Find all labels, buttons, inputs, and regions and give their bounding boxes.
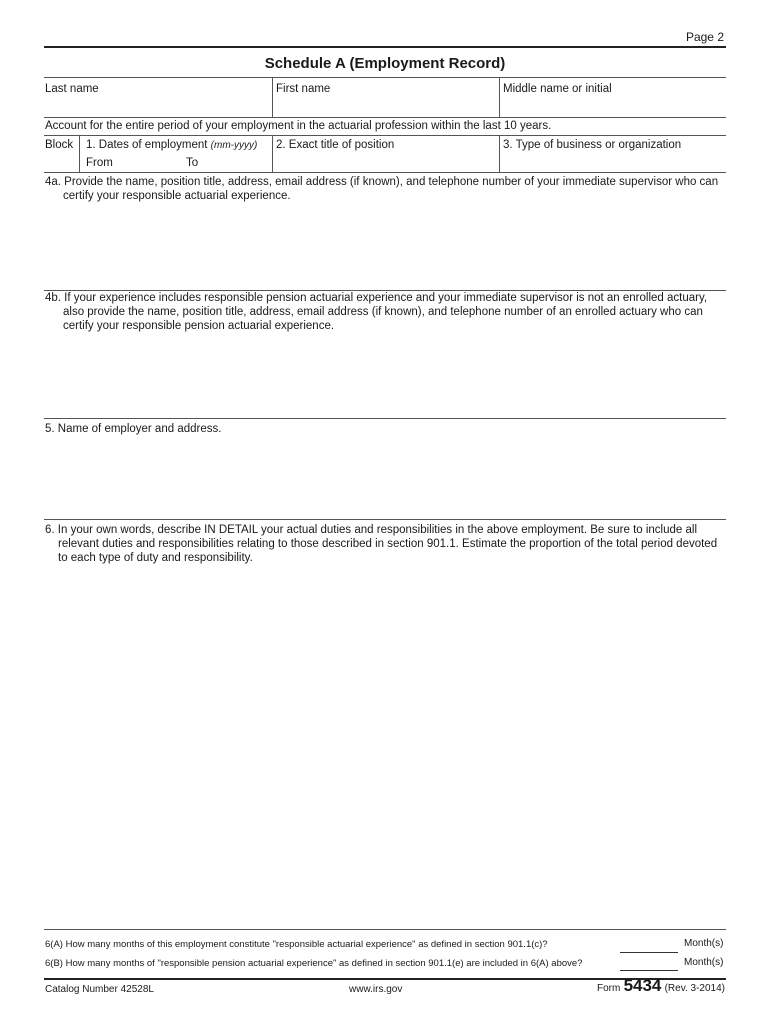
question-6 [45, 523, 725, 565]
dates-divider [272, 135, 273, 172]
form-prefix: Form [597, 983, 621, 994]
last-name-field[interactable] [44, 96, 270, 116]
months-6a-field[interactable] [620, 938, 678, 952]
duties-description-field[interactable] [44, 570, 726, 928]
dates-label-text: 1. Dates of employment [86, 139, 208, 151]
question-4b-text: 4b. If your experience includes responsible pension actuarial experience and your immediate supervisor is not an enrolled actuary, also provide the name, position title, address, email address (if known), and telephone number of an enrolled actuary who can certify your responsible pension actuarial experience. [45, 292, 708, 332]
first-name-label: First name [276, 83, 331, 95]
name-row-rule [44, 117, 726, 118]
to-date-field[interactable] [203, 154, 269, 170]
website: www.irs.gov [349, 984, 403, 995]
q6-rule [44, 929, 726, 930]
q5-rule [44, 519, 726, 520]
form-id [597, 976, 725, 996]
block-field[interactable] [44, 152, 77, 172]
dates-label [86, 138, 257, 153]
question-5: 5. Name of employer and address. [45, 423, 222, 435]
question-6b: 6(B) How many months of "responsible pension actuarial experience" as defined in section 901.1(e) are included in 6(A) above? [45, 958, 583, 969]
form-number: 5434 [623, 976, 662, 995]
position-divider [499, 135, 500, 172]
instruction-rule [44, 135, 726, 136]
question-6a: 6(A) How many months of this employment constitute "responsible actuarial experience" as defined in section 901.1(c)? [45, 939, 548, 950]
from-date-field[interactable] [116, 154, 182, 170]
question-6-text: 6. In your own words, describe IN DETAIL your actual duties and responsibilities in the above employment. Be sure to include all relevant duties and responsibilities relating to those described in section 901.1. Estimate the proportion of the total period devoted to each type of duty and responsibility. [45, 524, 718, 564]
business-field[interactable] [501, 152, 725, 172]
employer-address-field[interactable] [44, 438, 726, 518]
from-label: From [86, 157, 113, 169]
months-6a-label: Month(s) [684, 938, 724, 949]
block-row-rule [44, 172, 726, 173]
form-revision: (Rev. 3-2014) [664, 983, 725, 994]
q4b-rule [44, 418, 726, 419]
position-field[interactable] [274, 152, 498, 172]
form-title: Schedule A (Employment Record) [264, 55, 506, 72]
page-label: Page 2 [685, 30, 724, 44]
business-label: 3. Type of business or organization [503, 139, 682, 151]
question-4b [45, 291, 725, 333]
first-name-field[interactable] [274, 96, 498, 116]
question-4a-text: 4a. Provide the name, position title, address, email address (if known), and telephone number of your immediate supervisor who can certify your responsible actuarial experience. [45, 176, 719, 202]
months-6b-label: Month(s) [684, 957, 724, 968]
months-6b-field[interactable] [620, 956, 678, 970]
middle-name-field[interactable] [501, 96, 725, 116]
dates-format: (mm-yyyy) [210, 140, 258, 151]
name-divider-2 [499, 77, 500, 117]
header-rule [44, 46, 726, 48]
name-divider-1 [272, 77, 273, 117]
months-6a-underline [620, 952, 678, 953]
supervisor-info-field[interactable] [44, 205, 726, 289]
question-4a [45, 175, 725, 203]
enrolled-actuary-info-field[interactable] [44, 336, 726, 417]
middle-name-label: Middle name or initial [503, 83, 612, 95]
block-divider [79, 135, 80, 172]
months-6b-underline [620, 970, 678, 971]
account-instruction: Account for the entire period of your employment in the actuarial profession within the last 10 years. [45, 120, 552, 132]
catalog-number: Catalog Number 42528L [45, 984, 154, 995]
position-label: 2. Exact title of position [276, 139, 395, 151]
last-name-label: Last name [45, 83, 99, 95]
block-label: Block [45, 139, 74, 151]
to-label: To [186, 157, 199, 169]
title-rule [44, 77, 726, 78]
